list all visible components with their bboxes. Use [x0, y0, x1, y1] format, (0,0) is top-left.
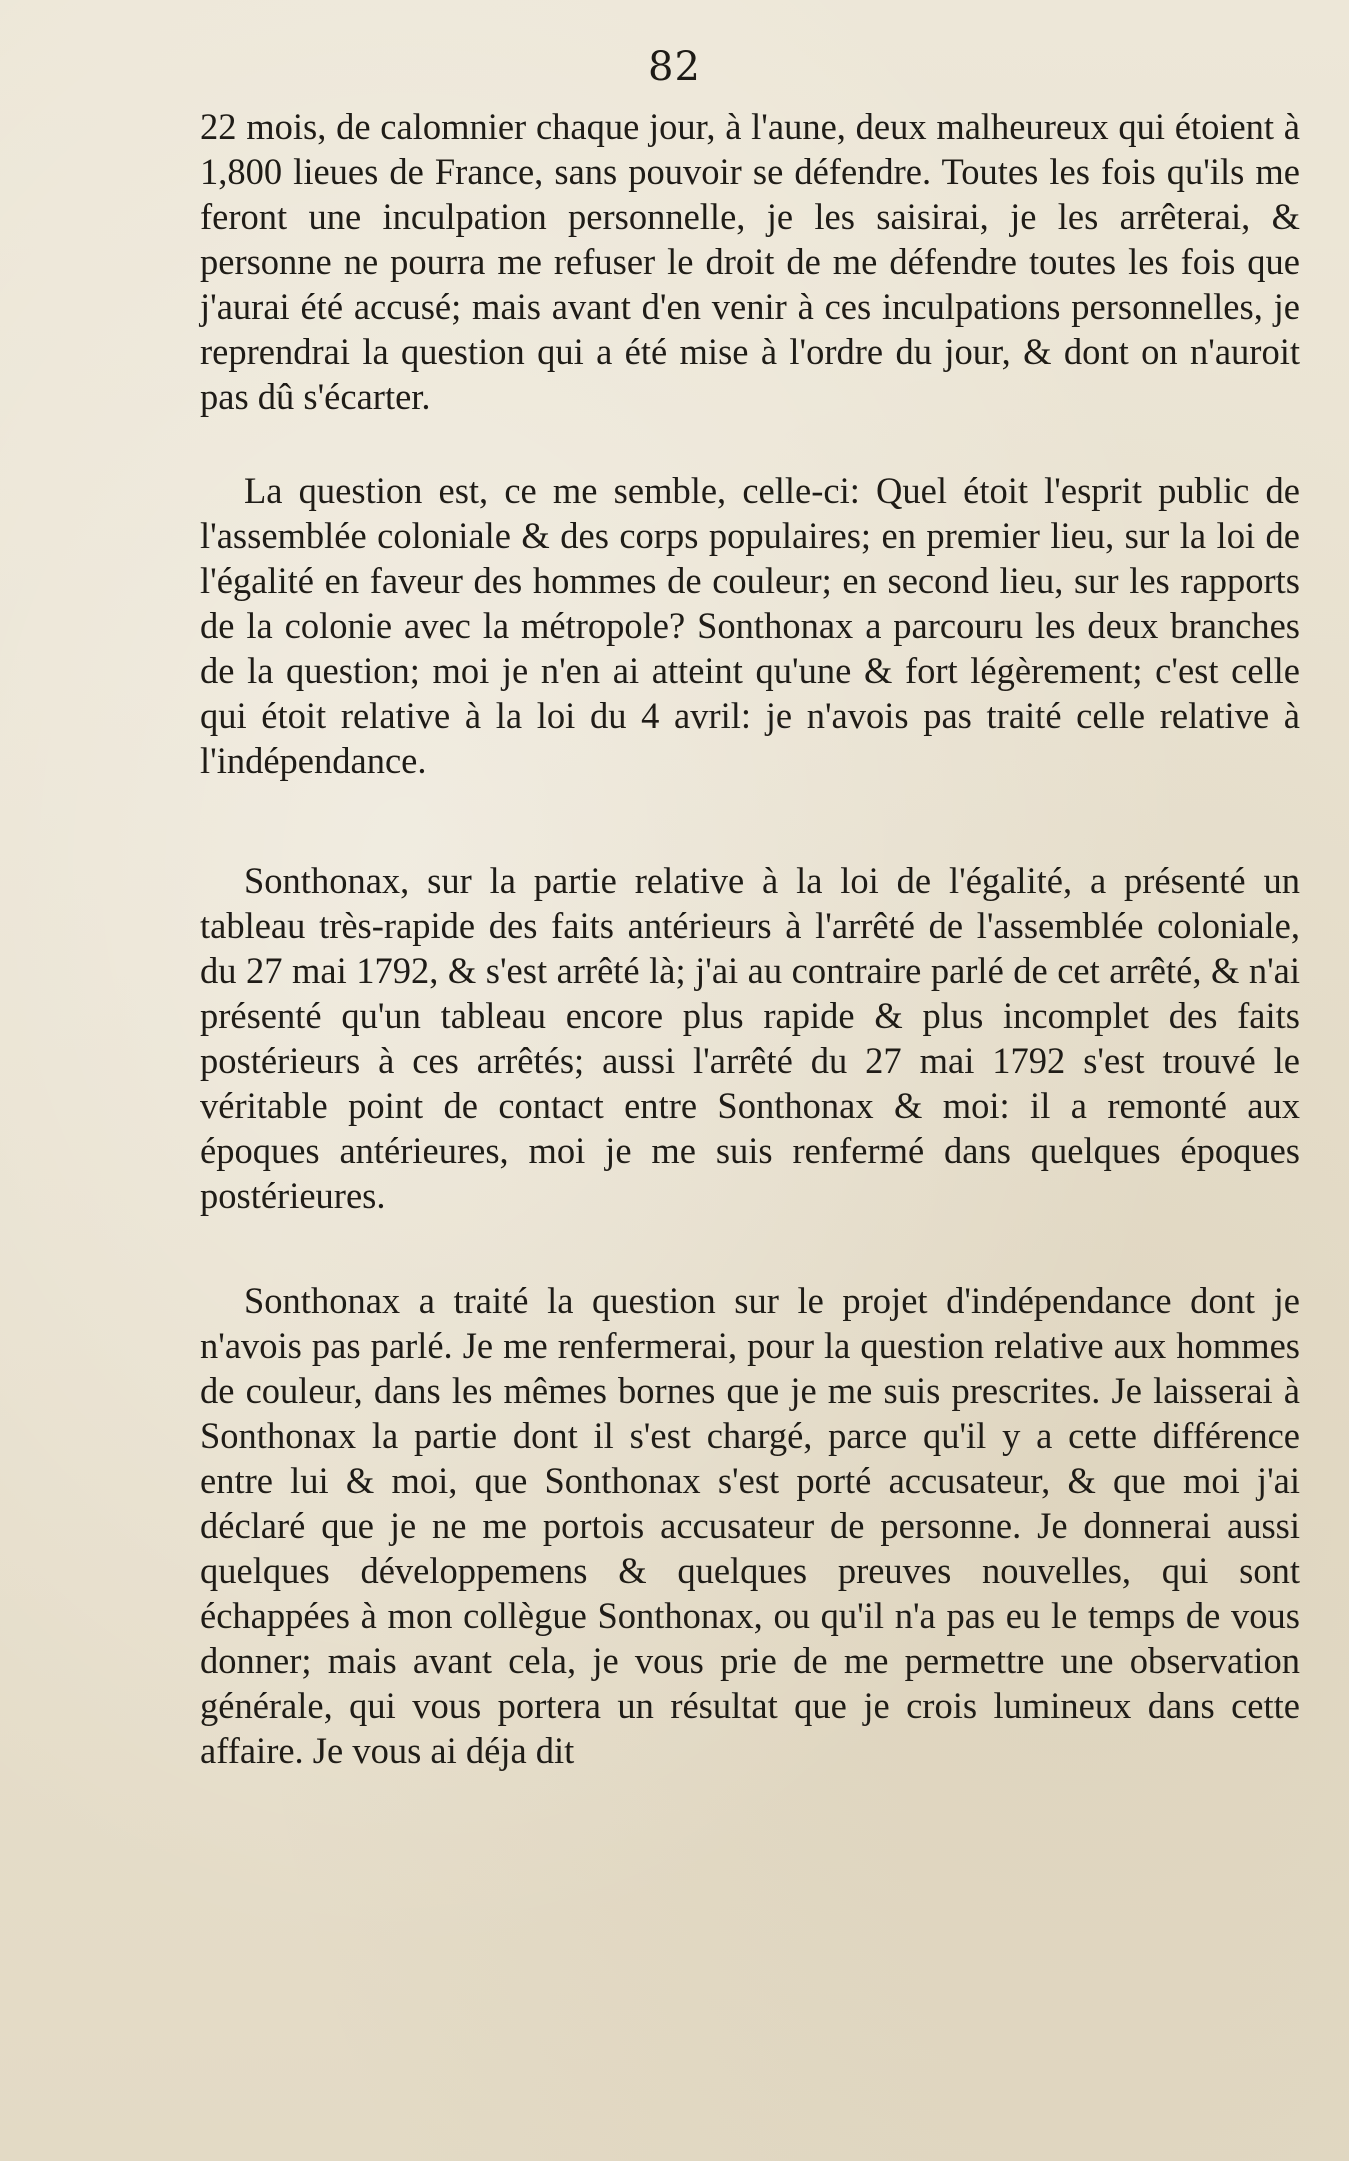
body-text-block-4: [200, 1278, 1300, 1795]
page-number: 82: [648, 44, 701, 90]
paragraph-4: Sonthonax a traité la question sur le projet d'indépendance dont je n'avois pas parlé. Je me renfermerai, pour la question relative aux hommes de couleur, dans les mêmes bornes que je me suis prescrites. Je laisserai à Sonthonax la partie dont il s'est chargé, parce qu'il y a cette différence entre lui & moi, que Sonthonax s'est porté accusateur, & que moi j'ai déclaré que je ne me portois accusateur de personne. Je donnerai aussi quelques développemens & quelques preuves nouvelles, qui sont échappées à mon collègue Sonthonax, ou qu'il n'a pas eu le temps de vous donner; mais avant cela, je vous prie de me permettre une observation générale, qui vous portera un résultat que je crois lumineux dans cette affaire. Je vous ai déja dit: [200, 1280, 1300, 1771]
paragraph-2: La question est, ce me semble, celle-ci: Quel étoit l'esprit public de l'assemblée coloniale & des corps populaires; en premier lieu, sur la loi de l'égalité en faveur des hommes de couleur; en second lieu, sur les rapports de la colonie avec la métropole? Sonthonax a parcouru les deux branches de la question; moi je n'en ai atteint qu'une & fort légèrement; c'est celle qui étoit relative à la loi du 4 avril: je n'avois pas traité celle relative à l'indépendance.: [200, 470, 1300, 781]
paragraph-3: Sonthonax, sur la partie relative à la loi de l'égalité, a présenté un tableau très-rapide des faits antérieurs à l'arrêté de l'assemblée coloniale, du 27 mai 1792, & s'est arrêté là; j'ai au contraire parlé de cet arrêté, & n'ai présenté qu'un tableau encore plus rapide & plus incomplet des faits postérieurs à ces arrêtés; aussi l'arrêté du 27 mai 1792 s'est trouvé le véritable point de contact entre Sonthonax & moi: il a remonté aux époques antérieures, moi je me suis renfermé dans quelques époques postérieures.: [200, 860, 1300, 1216]
paragraph-1: 22 mois, de calomnier chaque jour, à l'aune, deux malheureux qui étoient à 1,800 lieues de France, sans pouvoir se défendre. Toutes les fois qu'ils me feront une inculpation personnelle, je les saisirai, je les arrêterai, & personne ne pourra me refuser le droit de me défendre toutes les fois que j'aurai été accusé; mais avant d'en venir à ces inculpations personnelles, je reprendrai la question qui a été mise à l'ordre du jour, & dont on n'auroit pas dû s'écarter.: [200, 106, 1300, 417]
body-text-block-2: [200, 468, 1300, 805]
body-text-block-3: [200, 858, 1300, 1240]
body-text-block-1: [200, 104, 1300, 441]
